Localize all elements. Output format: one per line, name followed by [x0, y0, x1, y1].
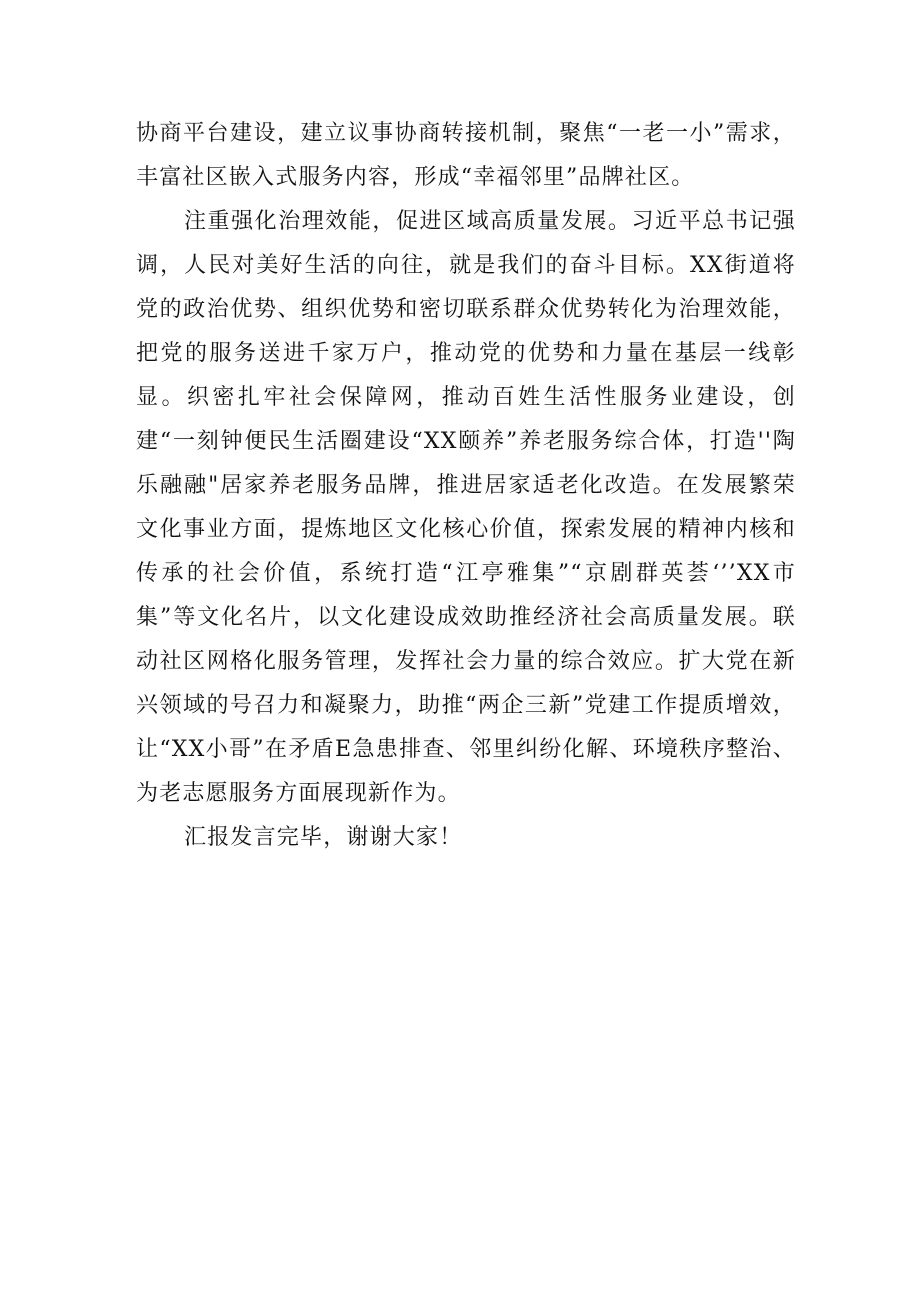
paragraph-governance-efficiency: 注重强化治理效能，促进区域高质量发展。习近平总书记强调，人民对美好生活的向往，就是我们的奋斗目标。XX街道将党的政治优势、组织优势和密切联系群众优势转化为治理效能，把党的服务送进千家万户，推动党的优势和力量在基层一线彰显。织密扎牢社会保障网，推动百姓生活性服务业建设，创建“一刻钟便民生活圈建设“XX颐养”养老服务综合体，打造''陶乐融融"居家养老服务品牌，推进居家适老化改造。在发展繁荣文化事业方面，提炼地区文化核心价值，探索发展的精神内核和传承的社会价值，系统打造“江亭雅集”“京剧群英荟‘’’XX市集”等文化名片，以文化建设成效助推经济社会高质量发展。联动社区网格化服务管理，发挥社会力量的综合效应。扩大党在新兴领域的号召力和凝聚力，助推“两企三新”党建工作提质增效，让“XX小哥”在矛盾E急患排查、邻里纠纷化解、环境秩序整治、为老志愿服务方面展现新作为。 [136, 209, 796, 806]
paragraph-continuation: 协商平台建设，建立议事协商转接机制，聚焦“一老一小”需求，丰富社区嵌入式服务内容，形成“幸福邻里”品牌社区。 [136, 121, 796, 190]
paragraph-closing: 汇报发言完毕，谢谢大家！ [184, 825, 463, 850]
document-body [136, 112, 796, 860]
